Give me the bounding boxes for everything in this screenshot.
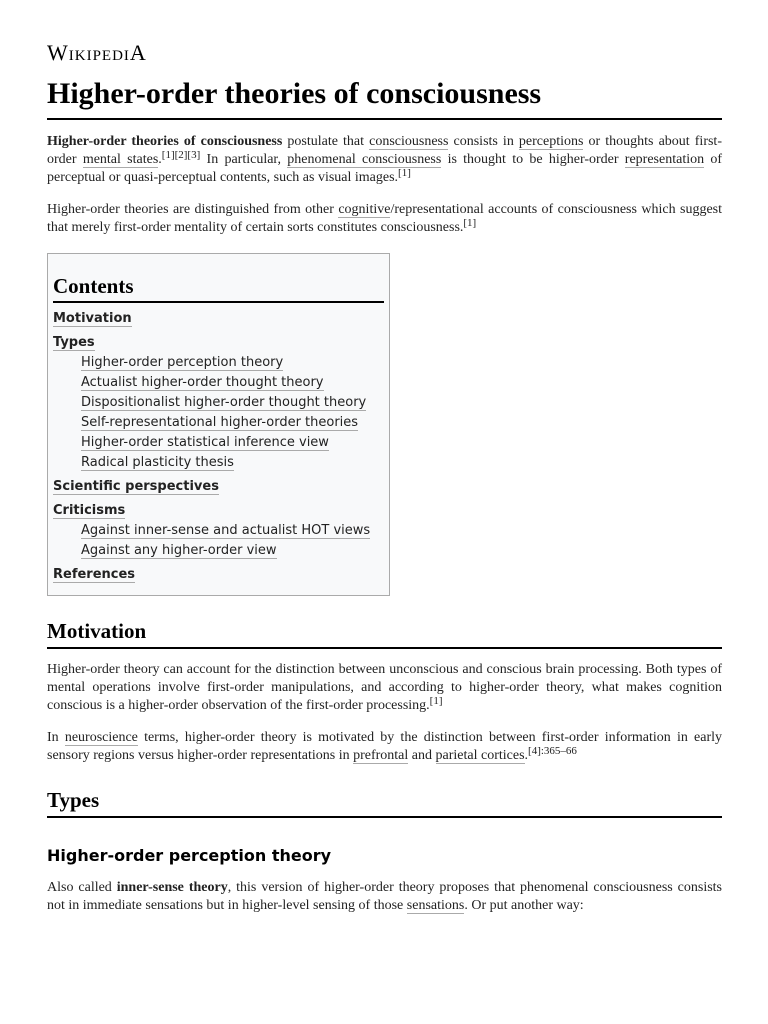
toc-label: Radical plasticity thesis <box>81 455 234 470</box>
toc-label: Criticisms <box>53 503 126 518</box>
intro-paragraph-1 <box>47 133 722 187</box>
lead-term: Higher-order theories of consciousness <box>47 134 283 149</box>
citation[interactable]: [1] <box>463 217 477 229</box>
citation[interactable]: [1] <box>398 167 411 179</box>
link-parietal-cortices[interactable]: parietal cortices <box>435 748 525 763</box>
toc-item-higher-order-perception[interactable] <box>53 353 384 373</box>
link-phenomenal-consciousness[interactable]: phenomenal consciousness <box>287 152 442 167</box>
toc-item-statistical-inference[interactable] <box>53 433 384 453</box>
toc-label: Motivation <box>53 311 132 326</box>
text: . Or put another way: <box>464 898 584 913</box>
text: and <box>408 748 436 763</box>
toc-label: Self-representational higher-order theories <box>81 415 359 430</box>
toc-title: Contents <box>53 274 384 303</box>
link-cognitive[interactable]: cognitive <box>338 202 391 217</box>
types-paragraph-1 <box>47 879 722 915</box>
text: . <box>524 748 529 763</box>
toc-item-actualist-hot[interactable] <box>53 373 384 393</box>
text: . <box>158 152 162 167</box>
page-title: Higher-order theories of consciousness <box>47 76 722 120</box>
motivation-paragraph-2 <box>47 729 722 765</box>
link-perceptions[interactable]: perceptions <box>518 134 584 149</box>
text: of perceptual or quasi-perceptual contents, such as visual images. <box>47 152 723 185</box>
link-representation[interactable]: representation <box>624 152 705 167</box>
toc-label: Against any higher-order view <box>81 543 277 558</box>
text: or thoughts about first-order <box>47 134 722 167</box>
intro-paragraph-2 <box>47 201 722 237</box>
wikipedia-logo[interactable] <box>47 40 722 66</box>
link-consciousness[interactable]: consciousness <box>369 134 449 149</box>
text: Also called <box>47 880 117 895</box>
citation[interactable]: [1] <box>429 695 443 707</box>
logo-middle: ikipedi <box>68 40 130 65</box>
toc-label: Against inner-sense and actualist HOT views <box>81 523 371 538</box>
toc-item-dispositionalist-hot[interactable] <box>53 393 384 413</box>
section-heading-types: Types <box>47 787 722 818</box>
toc-item-self-representational[interactable] <box>53 413 384 433</box>
text: In <box>47 730 65 745</box>
toc-label: Actualist higher-order thought theory <box>81 375 324 390</box>
citation[interactable]: [4] <box>528 745 541 757</box>
bold-term: inner-sense theory <box>116 880 228 895</box>
text: , this version of higher-order theory proposes that phenomenal consciousness consists not in immediate sensations but in higher-level sensing of those <box>47 880 722 913</box>
subsection-heading-higher-order-perception: Higher-order perception theory <box>47 846 332 865</box>
link-neuroscience[interactable]: neuroscience <box>64 730 138 745</box>
toc-item-criticisms[interactable] <box>53 501 384 521</box>
logo-last-letter: A <box>129 40 147 65</box>
toc-item-references[interactable] <box>53 565 384 585</box>
citation-pages: :365–66 <box>540 745 577 757</box>
text: /representational accounts of consciousness which suggest that merely first-order mentality of certain sorts constitutes consciousness. <box>47 202 722 235</box>
text: is thought to be higher-order <box>441 152 625 167</box>
toc-label: Dispositionalist higher-order thought theory <box>81 395 367 410</box>
article <box>47 40 722 915</box>
link-mental-states[interactable]: mental states <box>82 152 159 167</box>
logo-first-letter: W <box>47 40 69 65</box>
text: Higher-order theory can account for the distinction between unconscious and conscious brain processing. Both types of mental operations involve first-order manipulations, and according to higher-order theory, what makes cognition conscious is a higher-order observation of the first-order processing. <box>47 662 722 713</box>
text: terms, higher-order theory is motivated by the distinction between first-order information in early sensory regions versus higher-order representations in <box>47 730 722 763</box>
text: Higher-order theories are distinguished from other <box>47 202 339 217</box>
text: consists in <box>448 134 519 149</box>
link-sensations[interactable]: sensations <box>406 898 465 913</box>
toc-item-radical-plasticity[interactable] <box>53 453 384 473</box>
table-of-contents <box>47 253 390 596</box>
text: postulate that <box>282 134 370 149</box>
text: In particular, <box>200 152 288 167</box>
citation[interactable]: [1][2][3] <box>161 149 201 161</box>
toc-label: References <box>53 567 136 582</box>
motivation-paragraph-1 <box>47 661 722 715</box>
toc-label: Types <box>53 335 95 350</box>
toc-label: Higher-order perception theory <box>81 355 284 370</box>
toc-item-types[interactable] <box>53 333 384 353</box>
toc-item-against-any-higher-order[interactable] <box>53 541 384 561</box>
link-prefrontal[interactable]: prefrontal <box>353 748 409 763</box>
toc-item-against-inner-sense[interactable] <box>53 521 384 541</box>
toc-label: Higher-order statistical inference view <box>81 435 329 450</box>
toc-label: Scientific perspectives <box>53 479 219 494</box>
section-heading-motivation: Motivation <box>47 618 722 649</box>
toc-item-motivation[interactable] <box>53 309 384 329</box>
toc-item-scientific-perspectives[interactable] <box>53 477 384 497</box>
